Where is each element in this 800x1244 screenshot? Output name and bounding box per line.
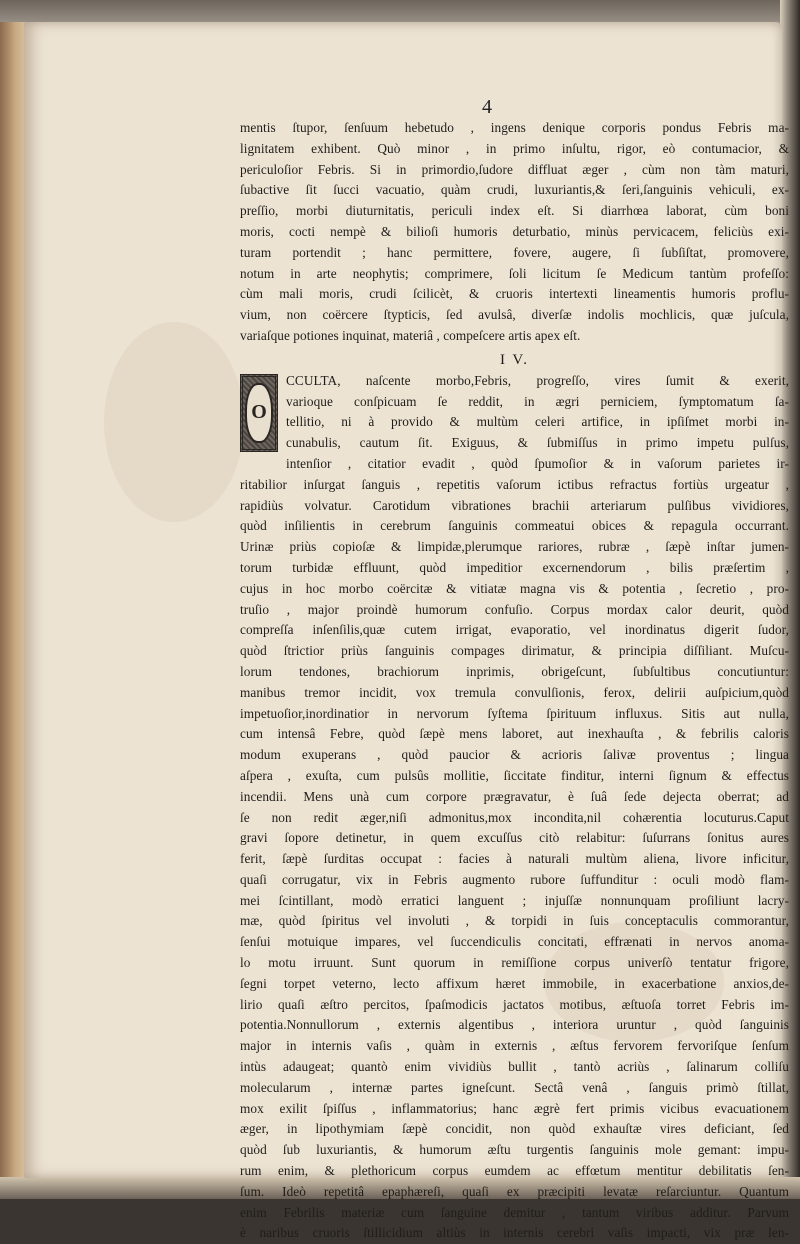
text-line: rapidiùs volvatur. Carotidum vibrationes brachii arteriarum pulſibus vividiores, xyxy=(240,497,789,513)
text-line: ferit, ſæpè ſurditas occupat : facies à naturali multùm aliena, livore inficitur, xyxy=(240,851,789,867)
text-line: mei ſcintillant, modò erratici languent ; injuſſæ nonnunquam proſiliunt lacry- xyxy=(240,892,789,908)
text-line: impetuoſior,inordinatior in nervorum ſyſtema ſpirituum influxus. Sitis aut nulla, xyxy=(240,705,789,721)
text-line: notum in arte neophytis; comprimere, ſoli licitum ſe Medicum tantùm profeſſo: xyxy=(240,265,789,281)
text-line: mox exilit ſpiſſus , inflammatorius; hanc ægrè fert primis vicibus evacuationem xyxy=(240,1100,789,1116)
text-line: cujus in hoc morbo coërcitæ & vitiatæ magna vis & potentia , ſecretio , pro- xyxy=(240,580,789,596)
text-line: tellitio, ni à provido & multùm celeri artifice, in ipſiſmet morbi in- xyxy=(286,414,789,430)
text-line: lirio quaſi æſtro percitos, ſpaſmodicis jactatos motibus, æſtuoſa torret Febris im- xyxy=(240,996,789,1012)
text-line: lignitatem exhibent. Quò minor , in primo inſultu, rigor, eò contumacior, & xyxy=(240,140,789,156)
text-line: vium, non coërcere ſtypticis, ſed avulsâ, diverſæ indolis mochlicis, quæ juſcula, xyxy=(240,307,789,323)
text-line: periculoſior Febris. Si in primordio,ſudore diffluat æger , cùm non tàm maturi, xyxy=(240,161,789,177)
text-line: ſegni torpet veterno, lecto affixum hæret immobile, in exacerbatione anxios,de- xyxy=(240,975,789,991)
text-line: truſio , major proindè humorum confuſio. Corpus mordax calor deurit, quòd xyxy=(240,601,789,617)
text-line: preſſio, morbi diuturnitatis, periculi index eſt. Si diarrhœa laborat, cùm boni xyxy=(240,203,789,219)
text-line: è naribus cruoris ſtillicidium altiùs in internis cerebri vaſis impacti, vix præ len- xyxy=(240,1225,789,1241)
text-line: lo motu irruunt. Sunt quorum in remiſſione corpus univerſò tentatur frigore, xyxy=(240,955,789,971)
text-line: torum turbidæ effluunt, quòd impeditior excernendorum , bilis præſertim , xyxy=(240,559,789,575)
text-line: aſpera , exuſta, cum pulsûs mollitie, ſiccitate finditur, interni ſignum & effectus xyxy=(240,767,789,783)
text-line: cunabulis, cautum ſit. Exiguus, & ſubmiſſus in primo impetu pulſus, xyxy=(286,435,789,451)
text-line: intùs adaugeat; quantò enim vividiùs bullit , tantò acriùs , ſalinarum colliſu xyxy=(240,1059,789,1075)
drop-cap-letter: O xyxy=(245,383,273,443)
text-line: intenſior , citatior evadit , quòd ſpumoſior & in vaſorum parietes ir- xyxy=(286,455,789,471)
text-line: incendii. Mens unà cum corpore prægravatur, è ſuâ ſede dejecta oberrat; ad xyxy=(240,788,789,804)
text-line: ſe non redit æger,niſi admonitus,mox incondita,nil cohærentia locuturus.Caput xyxy=(240,809,789,825)
text-line: turam portendit ; hanc permittere, fovere, augere, ſi ſubſiſtat, promovere, xyxy=(240,244,789,260)
text-line: cum intensâ Febre, quòd ſæpè mens laboret, aut inexhauſta , & febrilis caloris xyxy=(240,726,789,742)
page-number: 4 xyxy=(482,96,492,118)
text-line: varioque conſpicuam ſe reddit, in ægri perniciem, ſymptomatum ſa- xyxy=(286,393,789,409)
text-line: compreſſa inſenſilis,quæ cutem irrigat, evaporatio, vel inordinatus digerit ſudor, xyxy=(240,622,789,638)
text-line: ritabilior inſurgat ſanguis , repetitis vaſorum ictibus refractus fortiùs urgeatur , xyxy=(240,476,789,492)
text-line: CCULTA, naſcente morbo,Febris, progreſſo, vires ſumit & exerit, xyxy=(286,372,789,388)
text-line: ſubactive ſit ſucci vacuatio, quàm crudi, luxuriantis,& ſeri,ſanguinis vehiculi, ex- xyxy=(240,182,789,198)
text-line: ſum. Ideò repetitâ epaphæreſi, quaſi ex præcipiti levatæ reſarciuntur. Quantum xyxy=(240,1183,789,1199)
text-line: moris, cocti nempè & bilioſi humoris deturbatio, minùs pervicacem, feliciùs exi- xyxy=(240,223,789,239)
text-line: mæ, quòd ſpiritus vel involuti , & torpidi in ſuis conceptaculis commorantur, xyxy=(240,913,789,929)
text-line: enim Febrilis materiæ cum ſanguine demitur , tantum viribus additur. Parvum xyxy=(240,1204,789,1220)
text-line: quòd ſtrictior priùs ſanguinis compages dirimatur, & principia diſſiliant. Muſcu- xyxy=(240,643,789,659)
dropcap-lines xyxy=(240,371,789,475)
text-line: major in internis vaſis , quàm in externis , æſtus fervorem fervoriſque ſenſum xyxy=(240,1038,789,1054)
paper-stain xyxy=(104,322,244,522)
text-line: rum enim, & plethoricum corpus eumdem ac effœtum mentitur debilitatis ſen- xyxy=(240,1163,789,1179)
text-line: quòd ſub luxuriantis, & humorum æſtu turgentis ſanguinis mole gemant: impu- xyxy=(240,1142,789,1158)
text-line: ſenſui motuique impares, vel ſuccendiculis concitati, effrænati in nervos anoma- xyxy=(240,934,789,950)
paragraph-before xyxy=(240,118,789,347)
text-line: gravi ſopore detinetur, in quem excuſſus citò relabitur: ſuſurrans ſonitus aures xyxy=(240,830,789,846)
text-line: quaſi corrugatur, vix in Febris augmento rubore ſuffunditur : oculi modò flam- xyxy=(240,871,789,887)
text-line: æger, in lipothymiam ſæpè concidit, non quòd exhauſtæ vires deficiant, ſed xyxy=(240,1121,789,1137)
text-line: cùm mali moris, crudi ſcilicèt, & cruoris intertexti lineamentis humoris proflu- xyxy=(240,286,789,302)
text-line: molecularum , internæ partes igneſcunt. Sectâ venâ , ſanguis primò ſtillat, xyxy=(240,1079,789,1095)
drop-cap-ornament xyxy=(240,374,278,452)
text-line: quòd inſilientis in cerebrum ſanguinis commeatui obices & repagula occurrant. xyxy=(240,518,789,534)
paragraph-after xyxy=(240,475,789,1244)
text-line: variaſque potiones inquinat, materiâ , compeſcere artis apex eſt. xyxy=(240,327,581,343)
body-text xyxy=(240,98,789,1244)
section-heading: I V. xyxy=(499,351,530,368)
text-line: manibus tremor incidit, vox tremula convulſionis, ferox, delirii auſpicium,quòd xyxy=(240,684,789,700)
text-line: lorum tendones, brachiorum inprimis, obrigeſcunt, ſubſultibus concutiuntur: xyxy=(240,663,789,679)
text-line: potentia.Nonnullorum , externis algentibus , interiora uruntur , quòd ſanguinis xyxy=(240,1017,789,1033)
text-line: Urinæ priùs copioſæ & limpidæ,plerumque rariores, rubræ , ſæpè inſtar jumen- xyxy=(240,539,789,555)
paragraph-dropcap xyxy=(240,371,789,475)
text-line: mentis ſtupor, ſenſuum hebetudo , ingens denique corporis pondus Febris ma- xyxy=(240,120,789,135)
text-line: modum exuperans , quòd paucior & acrioris ſalivæ proventus ; lingua xyxy=(240,747,789,763)
